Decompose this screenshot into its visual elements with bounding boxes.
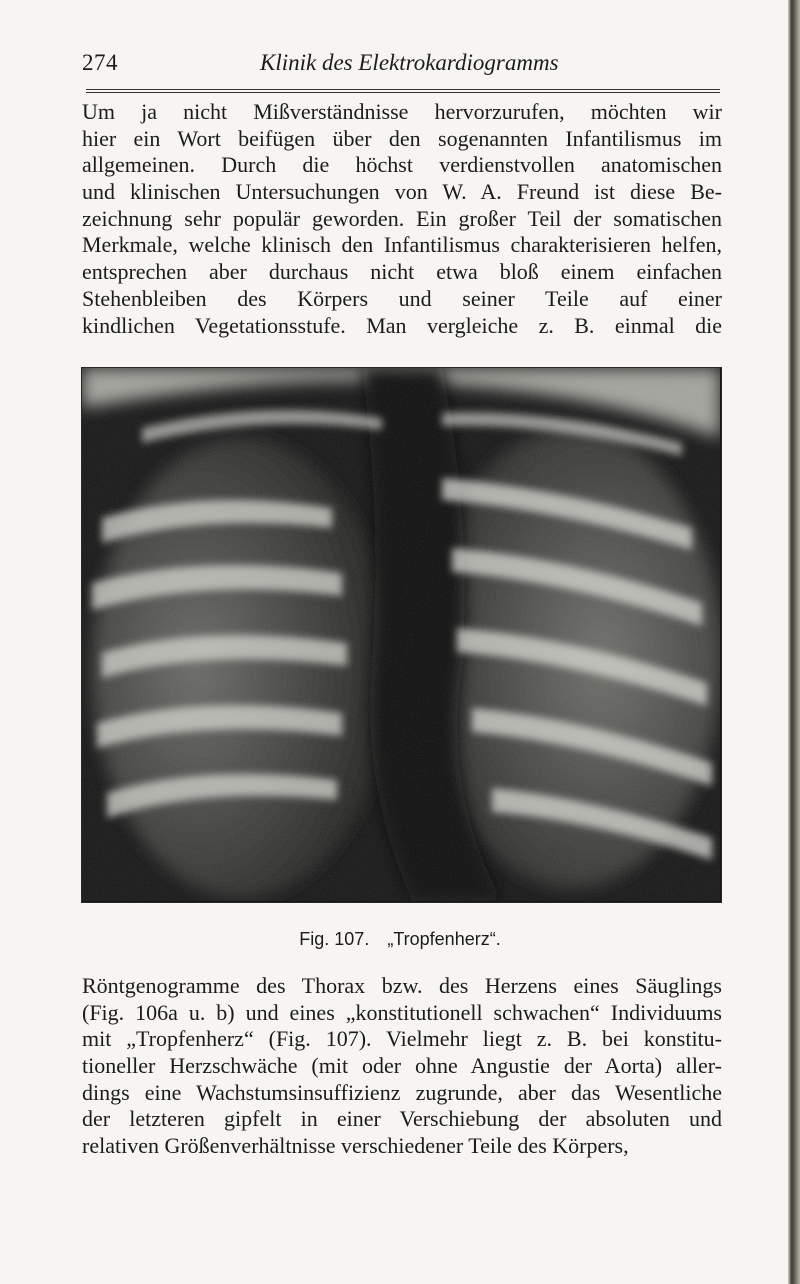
text-line: der letzteren gipfelt in einer Verschiebung der absoluten und	[82, 1106, 722, 1132]
text-line: Stehenbleiben des Körpers und seiner Teile auf einer	[82, 285, 722, 311]
text-line: hier ein Wort beifügen über den sogenannten Infantilismus im	[82, 125, 722, 151]
chest-xray-image	[82, 368, 720, 901]
text-line: Röntgenogramme des Thorax bzw. des Herzens eines Säuglings	[82, 973, 722, 998]
text-line: Merkmale, welche klinisch den Infantilismus charakterisieren helfen,	[82, 232, 722, 258]
text-line: tioneller Herzschwäche (mit oder ohne Angustie der Aorta) aller-	[82, 1053, 722, 1079]
book-edge-shadow	[788, 0, 800, 1284]
figure-caption	[0, 929, 800, 950]
text-line: und klinischen Untersuchungen von W. A. Freund ist diese Be-	[82, 179, 722, 205]
text-line: zeichnung sehr populär geworden. Ein großer Teil der somatischen	[82, 205, 722, 231]
text-line: allgemeinen. Durch die höchst verdienstvollen anatomischen	[82, 152, 722, 178]
xray-figure	[81, 367, 722, 903]
text-line: kindlichen Vegetationsstufe. Man vergleiche z. B. einmal die	[82, 312, 722, 338]
figure-label: Fig. 107.	[299, 929, 370, 949]
text-line: mit „Tropfenherz“ (Fig. 107). Vielmehr liegt z. B. bei konstitu-	[82, 1026, 722, 1052]
figure-title: „Tropfenherz“.	[387, 929, 501, 949]
header-rule-bottom	[86, 92, 720, 93]
text-line: dings eine Wachstumsinsuffizienz zugrunde, aber das Wesentliche	[82, 1079, 722, 1105]
text-line: relativen Größenverhältnisse verschiedener Teile des Körpers,	[82, 1133, 629, 1159]
text-line: (Fig. 106a u. b) und eines „konstitutionell schwachen“ Individuums	[82, 999, 722, 1025]
paragraph-2	[82, 973, 722, 1160]
running-title: Klinik des Elektrokardiogramms	[260, 50, 559, 75]
paragraph-1	[82, 99, 722, 339]
header-rule-top	[86, 89, 720, 90]
page-number: 274	[82, 50, 118, 75]
page-header	[82, 50, 722, 84]
text-line: Um ja nicht Mißverständnisse hervorzurufen, möchten wir	[82, 99, 722, 124]
text-line: entsprechen aber durchaus nicht etwa bloß einem einfachen	[82, 259, 722, 285]
